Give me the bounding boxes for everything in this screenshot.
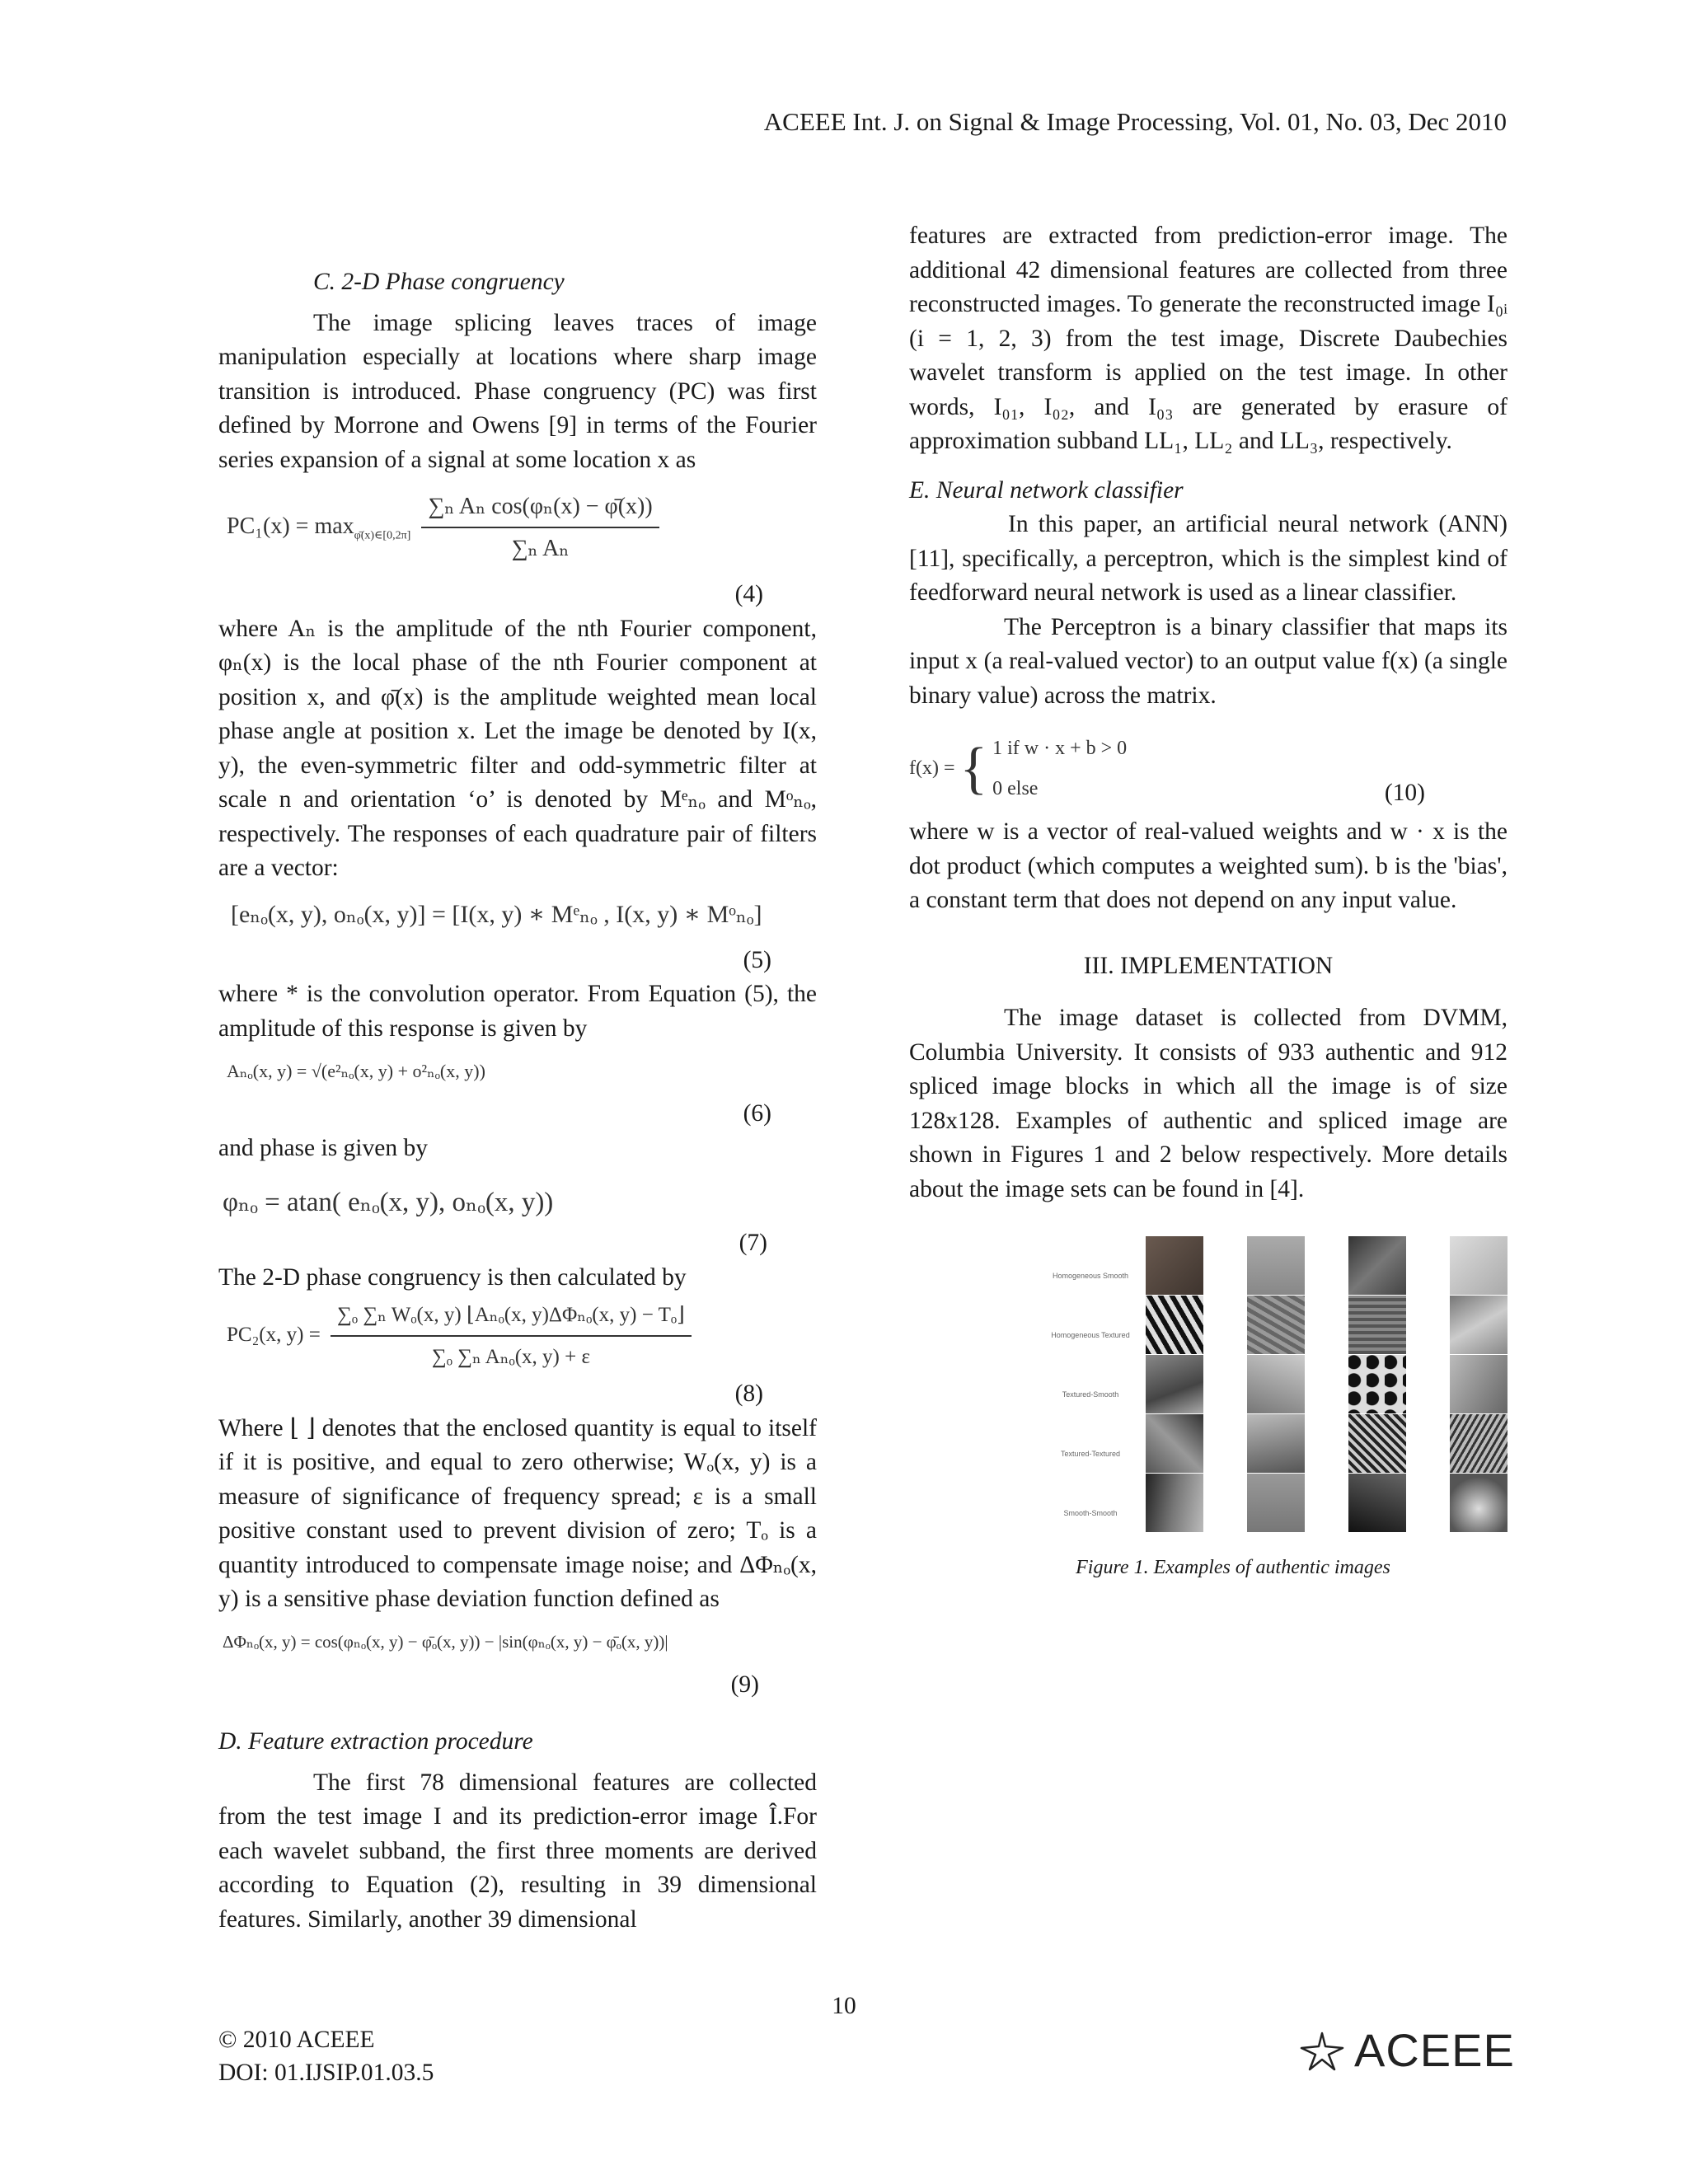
figure-row-labels bbox=[1051, 1236, 1156, 1541]
eq10-lhs: f(x) = bbox=[909, 757, 955, 780]
eq7-number: (7) bbox=[738, 1230, 767, 1256]
eq4-denominator: ∑ₙ Aₙ bbox=[511, 536, 570, 561]
eq10-brace: { bbox=[959, 737, 988, 800]
eq4-numerator: ∑ₙ Aₙ cos(φₙ(x) − φ̄(x)) bbox=[421, 490, 659, 529]
eq10-cases bbox=[992, 732, 1127, 807]
aceee-logo bbox=[1298, 2023, 1515, 2077]
eq4-max-sub: φ̄(x)∈[0,2π] bbox=[354, 529, 411, 542]
eq10-case-2: 0 else bbox=[992, 778, 1039, 799]
eq8-number: (8) bbox=[734, 1380, 763, 1407]
paragraph-d1: The first 78 dimensional features are collected from the test image I and its prediction-error image Î.For each wavelet subband, the first three moments are derived according to Equation (2), resulting in 39 dimensional features. Similarly, another 39 dimensional bbox=[218, 1769, 817, 1933]
eq6-number: (6) bbox=[743, 1100, 771, 1127]
eq8-denominator: ∑ₒ ∑ₙ Aₙₒ(x, y) + ε bbox=[431, 1346, 590, 1368]
figure-row-label: Homogeneous Smooth bbox=[1052, 1272, 1129, 1280]
figure-row-label: Homogeneous Textured bbox=[1051, 1331, 1130, 1339]
logo-text: ACEEE bbox=[1354, 2024, 1515, 2076]
eq5-number: (5) bbox=[743, 946, 771, 973]
paragraph-e1: In this paper, an artificial neural network (ANN) [11], specifically, a perceptron, which is the simplest kind of feedforward neural network is used as a linear classifier. bbox=[909, 511, 1507, 606]
equation-4 bbox=[218, 482, 817, 573]
figure-row-label: Textured-Textured bbox=[1060, 1450, 1121, 1458]
figure-image-strip bbox=[1146, 1236, 1203, 1533]
eq6-body: Aₙₒ(x, y) = √(e²ₙₒ(x, y) + o²ₙₒ(x, y)) bbox=[227, 1061, 485, 1082]
section-3-title: III. IMPLEMENTATION bbox=[1083, 952, 1334, 979]
eq5-body: [eₙₒ(x, y), oₙₒ(x, y)] = [I(x, y) ∗ Mᵉₙₒ , I(x, y) ∗ Mᵒₙₒ] bbox=[231, 900, 762, 928]
equation-7 bbox=[218, 1174, 817, 1233]
copyright: © 2010 ACEEE bbox=[218, 2027, 375, 2053]
doi: DOI: 01.IJSIP.01.03.5 bbox=[218, 2060, 434, 2086]
paragraph-e3: where w is a vector of real-valued weights and w · x is the dot product (which computes a weighted sum). b is the 'bias', a constant term that does not depend on any input value. bbox=[909, 818, 1507, 913]
eq4-fraction bbox=[421, 490, 659, 566]
eq4-lhs: PC₁(x) = max bbox=[227, 513, 354, 539]
figure-1-caption: Figure 1. Examples of authentic images bbox=[1076, 1557, 1390, 1578]
star-icon bbox=[1298, 2030, 1346, 2071]
eq10-case-1: 1 if w · x + b > 0 bbox=[992, 737, 1128, 759]
footer-left bbox=[218, 2023, 434, 2089]
equation-8 bbox=[218, 1300, 817, 1372]
figure-image-strip bbox=[1450, 1236, 1507, 1533]
paragraph-3: The image dataset is collected from DVMM, Columbia University. It consists of 933 authentic and 912 spliced image blocks in which all the image is of size 128x128. Examples of authentic and spliced image are shown in Figures 1 and 2 below respectively. More details about the image sets can be found in [4]. bbox=[909, 1005, 1507, 1202]
eq9-number: (9) bbox=[730, 1671, 759, 1698]
figure-1 bbox=[1051, 1236, 1494, 1541]
running-head: ACEEE Int. J. on Signal & Image Processing, Vol. 01, No. 03, Dec 2010 bbox=[763, 107, 1507, 136]
section-e-title: E. Neural network classifier bbox=[909, 476, 1184, 504]
paragraph-c3: where * is the convolution operator. From Equation (5), the amplitude of this response is given by bbox=[218, 981, 817, 1042]
paragraph-c4: and phase is given by bbox=[218, 1134, 428, 1161]
equation-9 bbox=[218, 1622, 817, 1663]
eq8-numerator: ∑ₒ ∑ₙ Wₒ(x, y) ⌊Aₙₒ(x, y)ΔΦₙₒ(x, y) − Tₒ⌋ bbox=[331, 1298, 692, 1338]
equation-5 bbox=[218, 891, 817, 939]
paragraph-c1: The image splicing leaves traces of image manipulation especially at locations where sharp image transition is introduced. Phase congruency (PC) was first defined by Morrone and Owens [9] in terms of the Fourier series expansion of a signal at some location x as bbox=[218, 309, 817, 473]
figure-image-strip bbox=[1247, 1236, 1305, 1533]
equation-10 bbox=[909, 728, 1507, 810]
page-number: 10 bbox=[832, 1993, 856, 2019]
section-d-title: D. Feature extraction procedure bbox=[218, 1728, 533, 1755]
paragraph-d2: features are extracted from prediction-error image. The additional 42 dimensional features are collected from three reconstructed images. To generate the reconstructed image I₀ᵢ (i = 1, 2, 3) from the test image, Discrete Daubechies wavelet transform is applied on the test image. In other words, I₀₁, I₀₂, and I₀₃ are generated by erasure of approximation subband LL₁, LL₂ and LL₃, respectively. bbox=[909, 223, 1507, 454]
paragraph-e2: The Perceptron is a binary classifier that maps its input x (a real-valued vector) to an output value f(x) (a single binary value) across the matrix. bbox=[909, 613, 1507, 709]
paragraph-c5: The 2-D phase congruency is then calculated by bbox=[218, 1263, 687, 1291]
eq8-fraction bbox=[331, 1298, 692, 1375]
eq8-lhs: PC₂(x, y) = bbox=[227, 1323, 321, 1346]
eq10-number: (10) bbox=[1384, 779, 1425, 806]
equation-6 bbox=[218, 1051, 817, 1092]
eq9-body: ΔΦₙₒ(x, y) = cos(φₙₒ(x, y) − φ̄ₒ(x, y)) − |sin(φₙₒ(x, y) − φ̄ₒ(x, y))| bbox=[223, 1631, 668, 1652]
figure-row-label: Textured-Smooth bbox=[1062, 1390, 1119, 1399]
left-column bbox=[218, 265, 817, 1937]
eq7-body: φₙₒ = atan( eₙₒ(x, y), oₙₒ(x, y)) bbox=[223, 1188, 554, 1218]
paragraph-c6: Where ⌊ ⌋ denotes that the enclosed quantity is equal to itself if it is positive, and equal to zero otherwise; Wₒ(x, y) is a measure of significance of frequency spread; ε is a small positive constant used to prevent division of zero; Tₒ is a quantity introduced to compensate image noise; and ΔΦₙₒ(x, y) is a sensitive phase deviation function defined as bbox=[218, 1414, 817, 1612]
section-c-title: C. 2-D Phase congruency bbox=[313, 269, 565, 295]
eq4-number: (4) bbox=[734, 581, 763, 607]
right-column bbox=[909, 219, 1507, 1586]
paragraph-c2: where Aₙ is the amplitude of the nth Fourier component, φₙ(x) is the local phase of the nth Fourier component at position x, and φ̄(x) is the amplitude weighted mean local phase angle at position x. Let the image be denoted by I(x, y), the even-symmetric filter and odd-symmetric filter at scale n and orientation ‘o’ is denoted by Mᵉₙₒ and Mᵒₙₒ, respectively. The responses of each quadrature pair of filters are a vector: bbox=[218, 615, 817, 881]
figure-row-label: Smooth-Smooth bbox=[1063, 1509, 1118, 1517]
figure-image-strip bbox=[1348, 1236, 1406, 1533]
